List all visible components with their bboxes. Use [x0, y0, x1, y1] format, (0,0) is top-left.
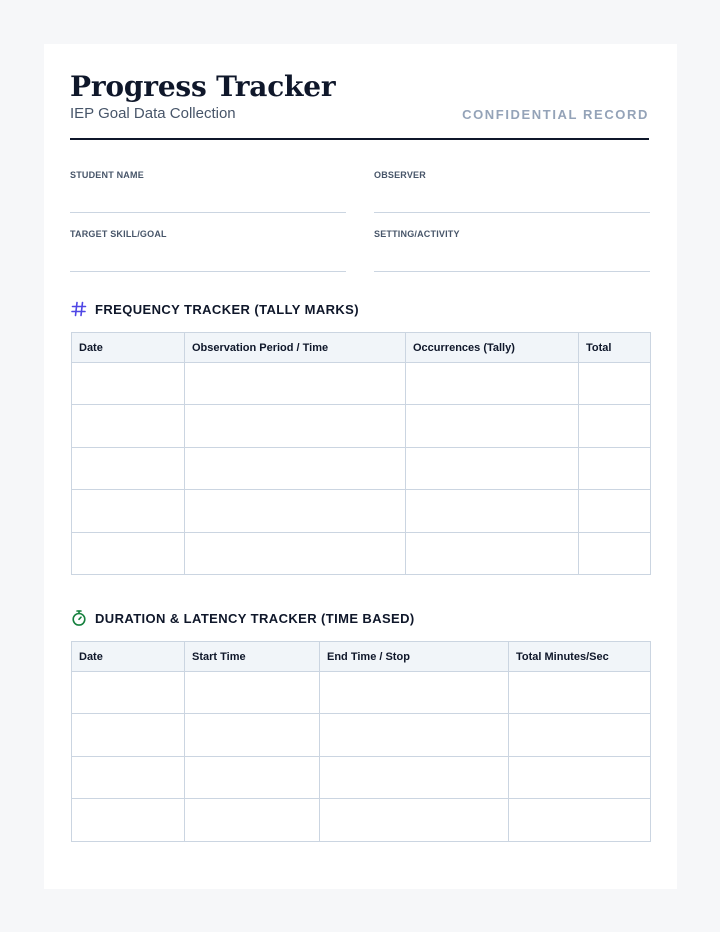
table-row	[72, 532, 651, 574]
table-cell[interactable]	[320, 672, 509, 714]
table-cell[interactable]	[320, 714, 509, 756]
observer-field[interactable]	[374, 170, 650, 213]
frequency-title: FREQUENCY TRACKER (TALLY MARKS)	[95, 302, 359, 317]
table-row	[72, 799, 651, 841]
table-cell[interactable]	[509, 672, 651, 714]
target-skill-field[interactable]	[70, 229, 346, 272]
table-cell[interactable]	[406, 363, 579, 405]
table-cell[interactable]	[185, 532, 406, 574]
observer-label: OBSERVER	[374, 170, 426, 180]
duration-section-title	[70, 609, 649, 629]
table-cell[interactable]	[406, 405, 579, 447]
duration-title: DURATION & LATENCY TRACKER (TIME BASED)	[95, 611, 415, 626]
table-cell[interactable]	[320, 799, 509, 841]
table-cell[interactable]	[185, 447, 406, 489]
table-cell[interactable]	[185, 405, 406, 447]
table-cell[interactable]	[72, 672, 185, 714]
target-skill-label: TARGET SKILL/GOAL	[70, 229, 167, 239]
column-header: Start Time	[185, 642, 320, 672]
table-cell[interactable]	[406, 447, 579, 489]
table-cell[interactable]	[72, 756, 185, 798]
table-cell[interactable]	[72, 363, 185, 405]
table-cell[interactable]	[72, 405, 185, 447]
column-header: Occurrences (Tally)	[406, 333, 579, 363]
table-cell[interactable]	[579, 532, 651, 574]
column-header: Observation Period / Time	[185, 333, 406, 363]
table-cell[interactable]	[185, 714, 320, 756]
table-row	[72, 714, 651, 756]
page-subtitle: IEP Goal Data Collection	[70, 105, 236, 122]
table-header-row	[72, 333, 651, 363]
table-cell[interactable]	[185, 490, 406, 532]
frequency-section-title	[70, 300, 649, 320]
header	[70, 70, 649, 140]
table-cell[interactable]	[579, 363, 651, 405]
table-header-row	[72, 642, 651, 672]
page-title: Progress Tracker	[70, 70, 336, 103]
table-cell[interactable]	[72, 714, 185, 756]
column-header: End Time / Stop	[320, 642, 509, 672]
column-header: Date	[72, 642, 185, 672]
table-row	[72, 447, 651, 489]
setting-field[interactable]	[374, 229, 650, 272]
table-cell[interactable]	[185, 363, 406, 405]
table-cell[interactable]	[579, 447, 651, 489]
table-row	[72, 490, 651, 532]
hash-icon	[70, 300, 88, 318]
table-cell[interactable]	[509, 799, 651, 841]
table-row	[72, 756, 651, 798]
frequency-table	[71, 332, 651, 575]
table-cell[interactable]	[72, 532, 185, 574]
table-cell[interactable]	[320, 756, 509, 798]
table-cell[interactable]	[72, 799, 185, 841]
table-row	[72, 405, 651, 447]
student-name-label: STUDENT NAME	[70, 170, 144, 180]
table-cell[interactable]	[72, 447, 185, 489]
table-cell[interactable]	[185, 799, 320, 841]
table-cell[interactable]	[406, 532, 579, 574]
duration-table	[71, 641, 651, 842]
confidential-label: CONFIDENTIAL RECORD	[462, 107, 649, 122]
column-header: Total	[579, 333, 651, 363]
table-cell[interactable]	[185, 756, 320, 798]
table-cell[interactable]	[406, 490, 579, 532]
table-row	[72, 672, 651, 714]
table-row	[72, 363, 651, 405]
table-cell[interactable]	[185, 672, 320, 714]
column-header: Total Minutes/Sec	[509, 642, 651, 672]
worksheet-page	[44, 44, 677, 889]
stopwatch-icon	[70, 609, 88, 627]
table-cell[interactable]	[579, 405, 651, 447]
table-cell[interactable]	[72, 490, 185, 532]
setting-label: SETTING/ACTIVITY	[374, 229, 460, 239]
table-cell[interactable]	[509, 756, 651, 798]
table-cell[interactable]	[579, 490, 651, 532]
student-name-field[interactable]	[70, 170, 346, 213]
column-header: Date	[72, 333, 185, 363]
table-cell[interactable]	[509, 714, 651, 756]
